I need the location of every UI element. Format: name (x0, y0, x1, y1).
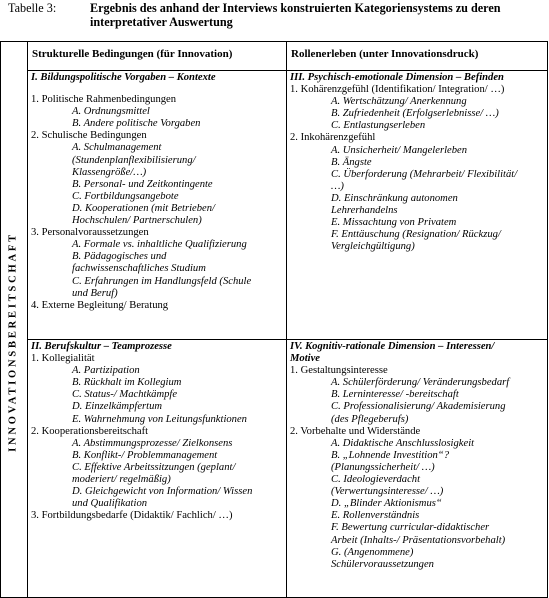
subcategory-item: A. Schulmanagement (72, 142, 162, 154)
subcategory-item: F. Enttäuschung (Resignation/ Rückzug/ (331, 229, 501, 241)
subcategory-item: A. Schülerförderung/ Veränderungsbedarf (331, 377, 510, 389)
category-item: 1. Politische Rahmenbedingungen (31, 94, 177, 106)
section-2 (31, 341, 284, 522)
subcategory-item: Lehrerhandelns (331, 205, 398, 217)
category-item: 4. Externe Begleitung/ Beratung (31, 299, 169, 311)
subcategory-item: C. Ideologieverdacht (331, 474, 421, 486)
subcategory-item: B. Andere politische Vorgaben (72, 118, 201, 130)
section-list (290, 84, 545, 253)
section-title: III. Psychisch-emotionale Dimension – Befinden (290, 72, 504, 83)
category-item: 2. Kooperationsbereitschaft (31, 425, 149, 437)
caption-title: Ergebnis des anhand der Interviews konstruierten Kategoriensystems zu deren interpretativer Auswertung (90, 1, 501, 29)
subcategory-item: D. Einschränkung autonomen (331, 192, 458, 204)
section-list (31, 94, 284, 312)
subcategory-item: (Planungssicherheit/ …) (331, 461, 435, 473)
section-title: I. Bildungspolitische Vorgaben – Kontexte (31, 72, 216, 83)
subcategory-item: F. Bewertung curricular-didaktischer (331, 522, 490, 534)
subcategory-item: Schülervoraussetzungen (331, 558, 434, 570)
subcategory-item: (des Pflegeberufs) (331, 413, 409, 425)
subcategory-item: E. Missachtung von Privatem (331, 217, 457, 229)
category-item: 3. Personalvoraussetzungen (31, 227, 149, 239)
subcategory-item: C. Professionalisierung/ Akademisierung (331, 401, 506, 413)
side-label-text: INNOVATIONSBEREITSCHAFT (7, 232, 19, 452)
subcategory-item: B. Ängste (331, 156, 372, 168)
subcategory-item: C. Überforderung (Mehrarbeit/ Flexibilität/ (331, 168, 518, 180)
subcategory-item: D. Kooperationen (mit Betrieben/ (72, 202, 215, 214)
subcategory-item: Arbeit (Inhalts-/ Präsentationsvorbehalt) (331, 534, 506, 546)
category-item: 3. Fortbildungsbedarfe (Didaktik/ Fachlich/ …) (31, 510, 233, 522)
subcategory-item: B. Zufriedenheit (Erfolgserlebnisse/ …) (331, 108, 499, 120)
category-item: 1. Kohärenzgefühl (Identifikation/ Integration/ …) (290, 84, 505, 96)
subcategory-item: A. Didaktische Anschlusslosigkeit (331, 437, 475, 449)
subcategory-item: E. Rollenverständnis (331, 510, 420, 522)
section-3 (290, 72, 545, 253)
caption-label: Tabelle 3: (8, 1, 57, 15)
subcategory-item: A. Partizipation (72, 365, 140, 377)
subcategory-item: C. Status-/ Machtkämpfe (72, 389, 178, 401)
subcategory-item: A. Abstimmungsprozesse/ Zielkonsens (72, 437, 233, 449)
section-title: II. Berufskultur – Teamprozesse (31, 341, 172, 352)
section-title: IV. Kognitiv-rationale Dimension – Interessen/ (290, 341, 495, 352)
subcategory-item: A. Wertschätzung/ Anerkennung (331, 96, 467, 108)
subcategory-item: A. Ordnungsmittel (72, 106, 150, 118)
category-item: 2. Schulische Bedingungen (31, 130, 147, 142)
subcategory-item: moderiert/ regelmäßig) (72, 474, 171, 486)
subcategory-item: Klassengröße/…) (72, 166, 147, 178)
subcategory-item: C. Effektive Arbeitssitzungen (geplant/ (72, 461, 236, 473)
subcategory-item: C. Entlastungserleben (331, 120, 426, 132)
subcategory-item: G. (Angenommene) (331, 546, 414, 558)
category-item: 2. Vorbehalte und Widerstände (290, 425, 421, 437)
header-left: Strukturelle Bedingungen (für Innovation) (32, 48, 233, 60)
section-list (290, 365, 545, 571)
subcategory-item: B. Pädagogisches und (72, 251, 167, 263)
subcategory-item: Hochschulen/ Partnerschulen) (72, 215, 202, 227)
subcategory-item: D. Gleichgewicht von Information/ Wissen (72, 486, 253, 498)
subcategory-item: …) (331, 180, 344, 192)
subcategory-item: Vergleichgültigung) (331, 241, 415, 253)
section-4 (290, 341, 545, 571)
subcategory-item: (Stundenplanflexibilisierung/ (72, 154, 196, 166)
subcategory-item: B. Lerninteresse/ -bereitschaft (331, 389, 459, 401)
subcategory-item: B. „Lohnende Investition“? (331, 449, 449, 461)
category-item: 1. Gestaltungsinteresse (290, 365, 388, 377)
subcategory-item: E. Wahrnehmung von Leitungsfunktionen (72, 413, 247, 425)
subcategory-item: (Verwertungsinteresse/ …) (331, 486, 444, 498)
subcategory-item: D. „Blinder Aktionismus“ (331, 498, 442, 510)
subcategory-item: A. Unsicherheit/ Mangelerleben (331, 144, 468, 156)
subcategory-item: fachwissenschaftliches Studium (72, 263, 206, 275)
header-right: Rollenerleben (unter Innovationsdruck) (291, 48, 479, 60)
section-list (31, 353, 284, 522)
subcategory-item: und Beruf) (72, 287, 118, 299)
subcategory-item: B. Konflikt-/ Problemmanagement (72, 449, 218, 461)
category-item: 1. Kollegialität (31, 353, 95, 365)
subcategory-item: B. Personal- und Zeitkontingente (72, 178, 213, 190)
subcategory-item: A. Formale vs. inhaltliche Qualifizierung (72, 239, 247, 251)
section-1 (31, 72, 284, 312)
subcategory-item: D. Einzelkämpfertum (72, 401, 163, 413)
subcategory-item: C. Erfahrungen im Handlungsfeld (Schule (72, 275, 252, 287)
category-item: 2. Inkohärenzgefühl (290, 132, 376, 144)
subcategory-item: und Qualifikation (72, 498, 148, 510)
category-table (0, 41, 548, 598)
subcategory-item: B. Rückhalt im Kollegium (72, 377, 182, 389)
subcategory-item: C. Fortbildungsangebote (72, 190, 179, 202)
side-label (2, 102, 24, 582)
section-title-continued: Motive (290, 353, 321, 365)
